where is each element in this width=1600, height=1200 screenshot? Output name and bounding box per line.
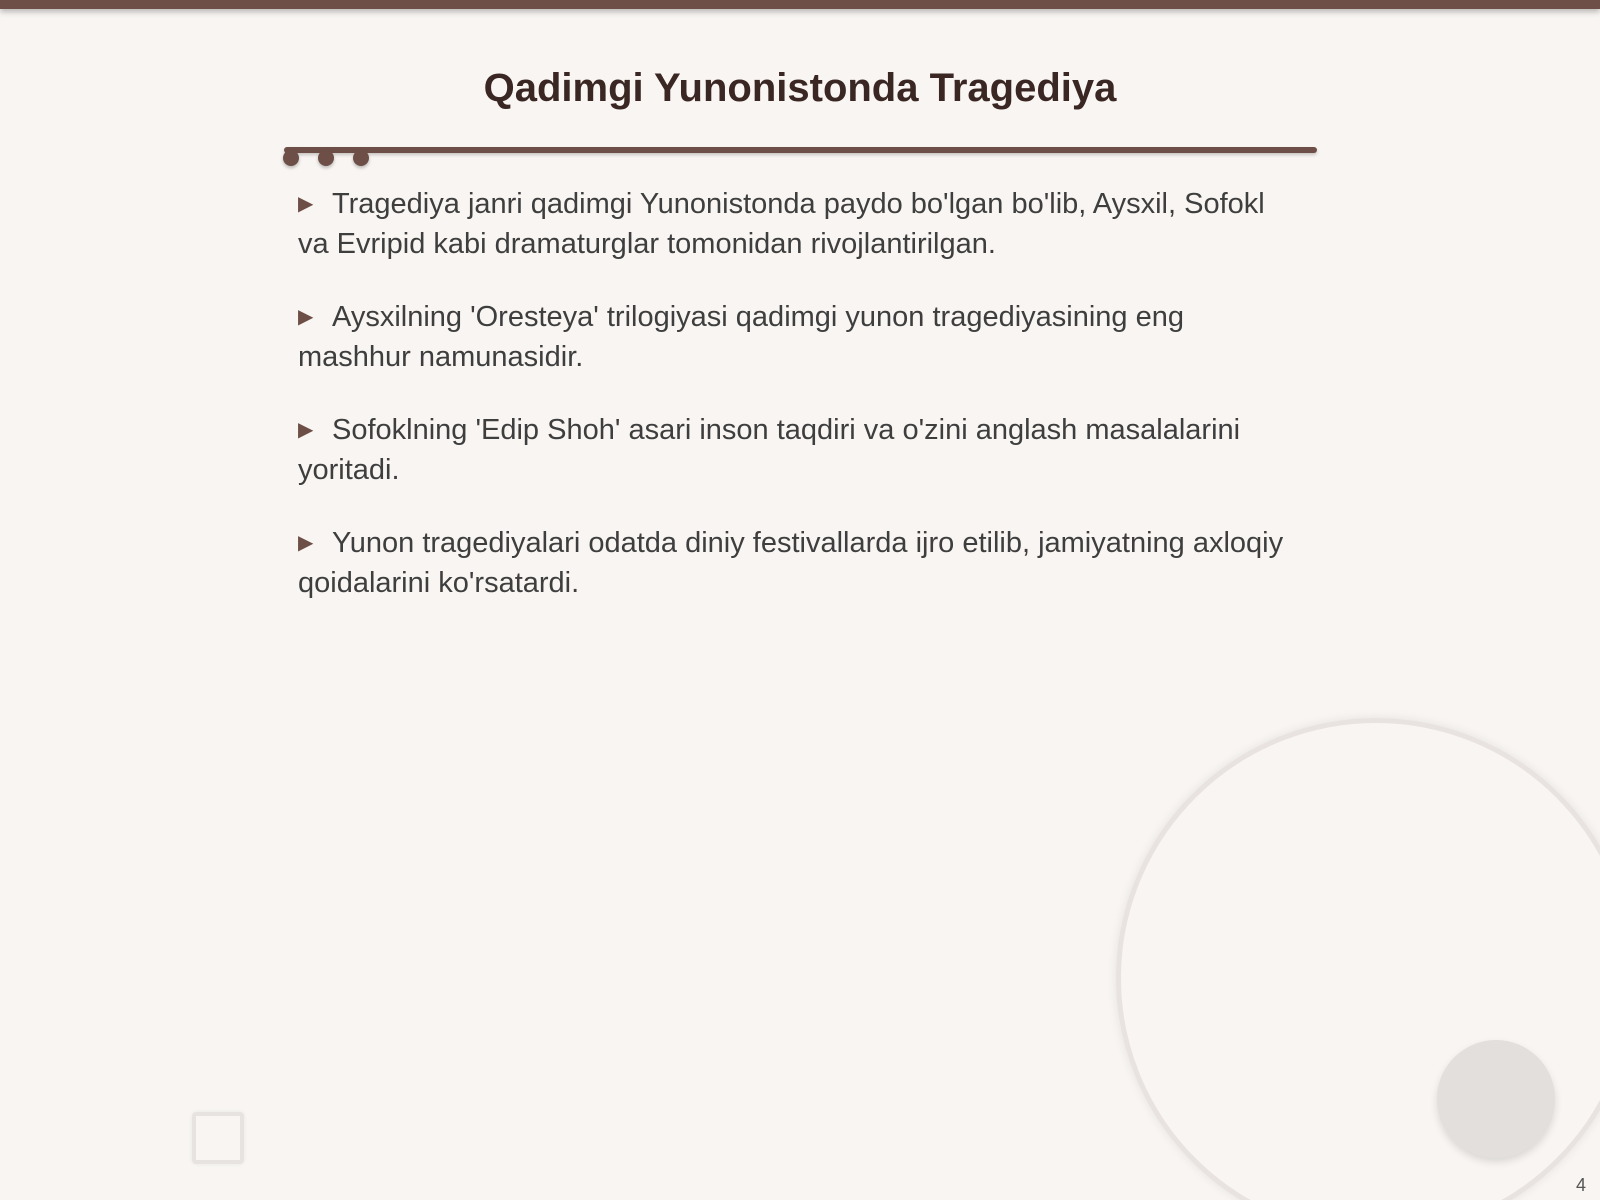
divider-dot	[283, 150, 299, 166]
bullet-item	[298, 523, 1298, 603]
divider-dot	[318, 150, 334, 166]
page-number: 4	[1575, 1175, 1586, 1195]
bullet-text: Yunon tragediyalari odatda diniy festivallarda ijro etilib, jamiyatning axloqiy qoidalarini ko'rsatardi.	[298, 527, 1284, 599]
decorative-square	[192, 1112, 244, 1164]
top-accent-bar	[0, 0, 1600, 9]
bullet-text: Sofoklning 'Edip Shoh' asari inson taqdiri va o'zini anglash masalalarini yoritadi.	[298, 414, 1241, 486]
triangle-bullet-icon: ▶	[298, 306, 314, 328]
bullet-text: Aysxilning 'Oresteya' trilogiyasi qadimgi yunon tragediyasining eng mashhur namunasidir.	[298, 301, 1185, 373]
bullet-list	[298, 184, 1298, 636]
triangle-bullet-icon: ▶	[298, 193, 314, 215]
title-divider-line	[284, 147, 1317, 153]
triangle-bullet-icon: ▶	[298, 419, 314, 441]
bullet-item	[298, 410, 1298, 490]
bullet-text: Tragediya janri qadimgi Yunonistonda paydo bo'lgan bo'lib, Aysxil, Sofokl va Evripid kabi dramaturglar tomonidan rivojlantirilgan.	[298, 188, 1265, 260]
slide-title: Qadimgi Yunonistonda Tragediya	[483, 66, 1117, 110]
bullet-item	[298, 184, 1298, 264]
divider-dot	[353, 150, 369, 166]
decorative-circle	[1437, 1040, 1555, 1158]
bullet-item	[298, 297, 1298, 377]
triangle-bullet-icon: ▶	[298, 532, 314, 554]
